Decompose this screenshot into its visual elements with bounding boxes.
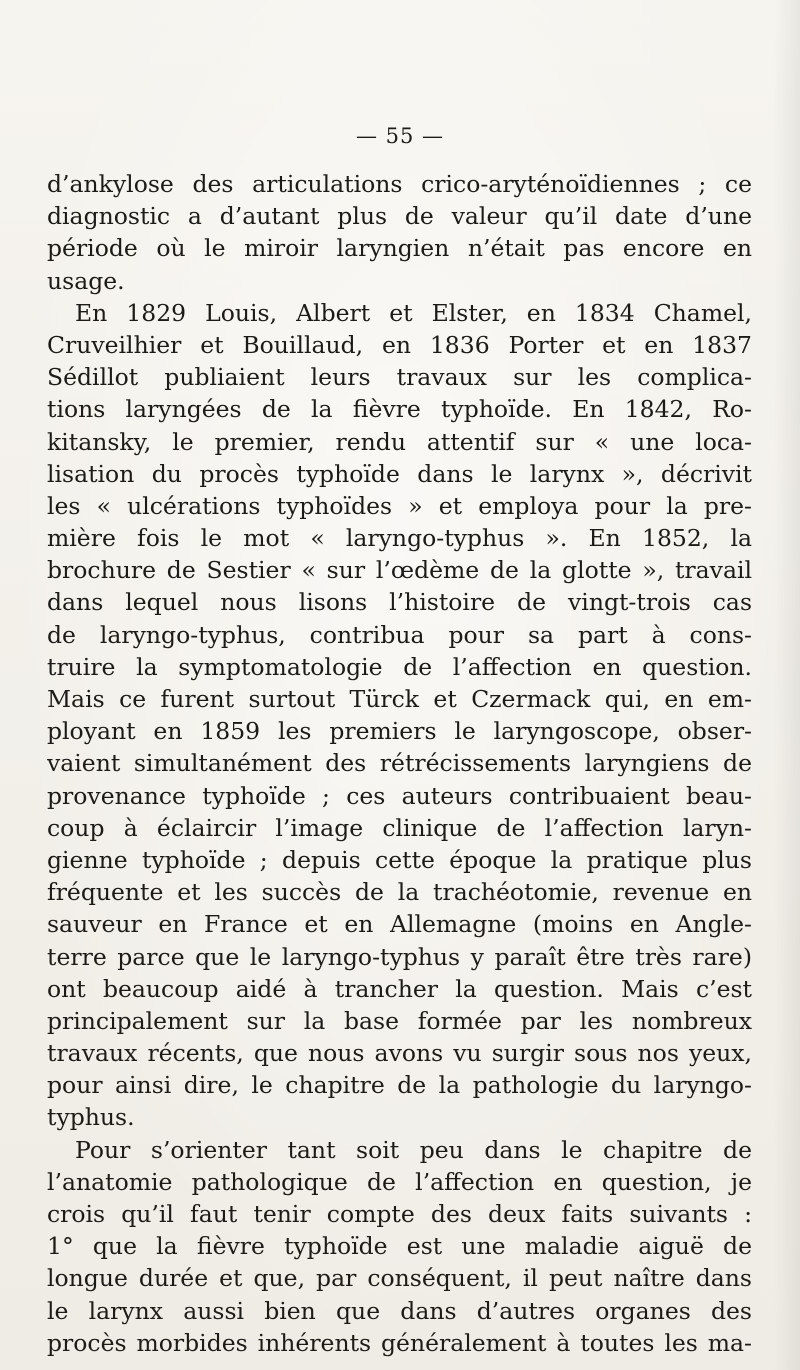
text-line: le larynx aussi bien que dans d’autres organes des (47, 1296, 752, 1325)
page-edge-shadow (774, 0, 800, 1370)
text-line: principalement sur la base formée par les nombreux (47, 1006, 752, 1035)
text-line: procès morbides inhérents généralement à toutes les ma- (47, 1328, 752, 1357)
text-line: truire la symptomatologie de l’affection en question. (47, 652, 752, 681)
text-line: diagnostic a d’autant plus de valeur qu’il date d’une (47, 202, 752, 231)
text-line: brochure de Sestier « sur l’œdème de la glotte », travail (47, 556, 752, 585)
text-line: ployant en 1859 les premiers le laryngoscope, obser- (47, 717, 752, 746)
text-line: travaux récents, que nous avons vu surgir sous nos yeux, (47, 1039, 752, 1068)
text-line: ont beaucoup aidé à trancher la question. Mais c’est (47, 974, 752, 1003)
text-line: longue durée et que, par conséquent, il peut naître dans (47, 1264, 752, 1293)
text-line: typhus. (47, 1103, 135, 1132)
text-line: période où le miroir laryngien n’était pas encore en (47, 234, 752, 263)
text-line: tions laryngées de la fièvre typhoïde. En 1842, Ro- (47, 395, 752, 424)
text-line: crois qu’il faut tenir compte des deux faits suivants : (47, 1200, 752, 1228)
text-line: En 1829 Louis, Albert et Elster, en 1834 Chamel, (75, 298, 752, 327)
text-line: 1° que la fièvre typhoïde est une maladie aiguë de (47, 1232, 752, 1261)
text-line: Mais ce furent surtout Türck et Czermack qui, en em- (47, 685, 752, 713)
text-line: d’ankylose des articulations crico-aryténoïdiennes ; ce (47, 170, 752, 198)
text-line: vaient simultanément des rétrécissements laryngiens de (47, 749, 752, 778)
page-number: — 55 — (355, 124, 445, 148)
text-line: sauveur en France et en Allemagne (moins en Angle- (47, 910, 752, 939)
text-line: terre parce que le laryngo-typhus y paraît être très rare) (47, 942, 752, 971)
text-line: usage. (47, 266, 125, 295)
text-line: de laryngo-typhus, contribua pour sa part à cons- (47, 620, 752, 649)
text-line: kitansky, le premier, rendu attentif sur « une loca- (47, 427, 752, 456)
text-line: lisation du procès typhoïde dans le larynx », décrivit (47, 459, 752, 488)
text-line: gienne typhoïde ; depuis cette époque la pratique plus (47, 845, 752, 874)
body-text (47, 168, 752, 1359)
text-line: Sédillot publiaient leurs travaux sur les complica- (47, 363, 752, 392)
text-line: provenance typhoïde ; ces auteurs contribuaient beau- (47, 781, 752, 810)
text-line: mière fois le mot « laryngo-typhus ». En 1852, la (47, 524, 752, 553)
text-line: Cruveilhier et Bouillaud, en 1836 Porter et en 1837 (47, 330, 752, 359)
text-line: les « ulcérations typhoïdes » et employa pour la pre- (47, 491, 752, 520)
text-line: Pour s’orienter tant soit peu dans le chapitre de (75, 1135, 752, 1164)
text-line: dans lequel nous lisons l’histoire de vingt-trois cas (47, 588, 752, 617)
text-line: pour ainsi dire, le chapitre de la pathologie du laryngo- (47, 1071, 752, 1100)
text-line: fréquente et les succès de la trachéotomie, revenue en (47, 878, 752, 907)
text-line: coup à éclaircir l’image clinique de l’affection laryn- (47, 813, 752, 842)
text-line: l’anatomie pathologique de l’affection en question, je (47, 1167, 752, 1196)
